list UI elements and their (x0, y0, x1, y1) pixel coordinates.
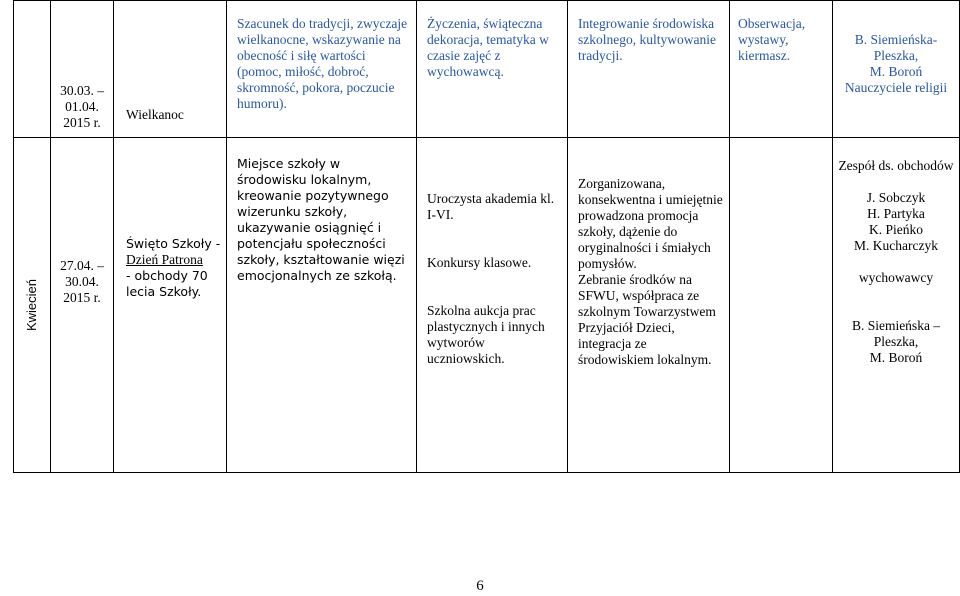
event-line-2: Dzień Patrona (126, 252, 203, 267)
page-number: 6 (476, 578, 484, 594)
responsible-cell (833, 1, 960, 138)
evaluation-cell (730, 138, 833, 473)
evaluation-text: Obserwacja, wystawy, kiermasz. (738, 16, 806, 63)
event-line-1: Święto Szkoły - (126, 236, 221, 251)
date-cell (51, 138, 114, 473)
forms-cell (417, 1, 568, 138)
date-text: 30.03. – 01.04. 2015 r. (60, 83, 104, 130)
month-cell (14, 138, 51, 473)
effects-cell (568, 138, 730, 473)
forms-text: Uroczysta akademia kl. I-VI. Konkursy klasowe. Szkolna aukcja prac plastycznych i innych wytworów uczniowskich. (427, 191, 555, 366)
responsible-cell (833, 138, 960, 473)
effects-text: Integrowanie środowiska szkolnego, kultywowanie tradycji. (578, 16, 716, 63)
event-text: Wielkanoc (126, 107, 184, 122)
effects-text: Zorganizowana, konsekwentna i umiejętnie prowadzona promocja szkoły, dążenie do oryginalności i śmiałych pomysłów. Zebranie środków na SFWU, współpraca ze szkolnym Towarzystwem Przyjaciół Dzieci, integracja ze środowiskiem lokalnym. (578, 176, 723, 367)
table-row-easter (14, 1, 960, 138)
event-cell (114, 138, 227, 473)
goals-text: Miejsce szkoły w środowisku lokalnym, kreowanie pozytywnego wizerunku szkoły, ukazywanie osiągnięć i potencjału społeczności szkoły, kształtowanie więzi emocjonalnych ze szkołą. (237, 156, 405, 283)
schedule-table (13, 0, 960, 473)
forms-text: Życzenia, świąteczna dekoracja, tematyka w czasie zajęć z wychowawcą. (427, 16, 549, 79)
goals-cell (227, 1, 417, 138)
date-text: 27.04. – 30.04. 2015 r. (60, 258, 104, 305)
month-cell-empty (14, 1, 51, 138)
goals-cell (227, 138, 417, 473)
responsible-text: B. Siemieńska-Pleszka, M. Boroń Nauczyciele religii (844, 32, 948, 95)
effects-cell (568, 1, 730, 138)
responsible-text: Zespół ds. obchodów J. Sobczyk H. Partyka K. Pieńko M. Kucharczyk wychowawcy B. Siemieńska – Pleszka, M. Boroń (838, 158, 954, 365)
forms-cell (417, 138, 568, 473)
table-row-school-day (14, 138, 960, 473)
date-cell (51, 1, 114, 138)
event-line-3: - obchody 70 lecia Szkoły. (126, 268, 208, 299)
event-cell (114, 1, 227, 138)
goals-text: Szacunek do tradycji, zwyczaje wielkanocne, wskazywanie na obecność i siłę wartości (pomoc, miłość, dobroć, skromność, pokora, poczucie humoru). (237, 16, 408, 111)
evaluation-cell (730, 1, 833, 138)
month-label: Kwiecień (24, 278, 39, 332)
